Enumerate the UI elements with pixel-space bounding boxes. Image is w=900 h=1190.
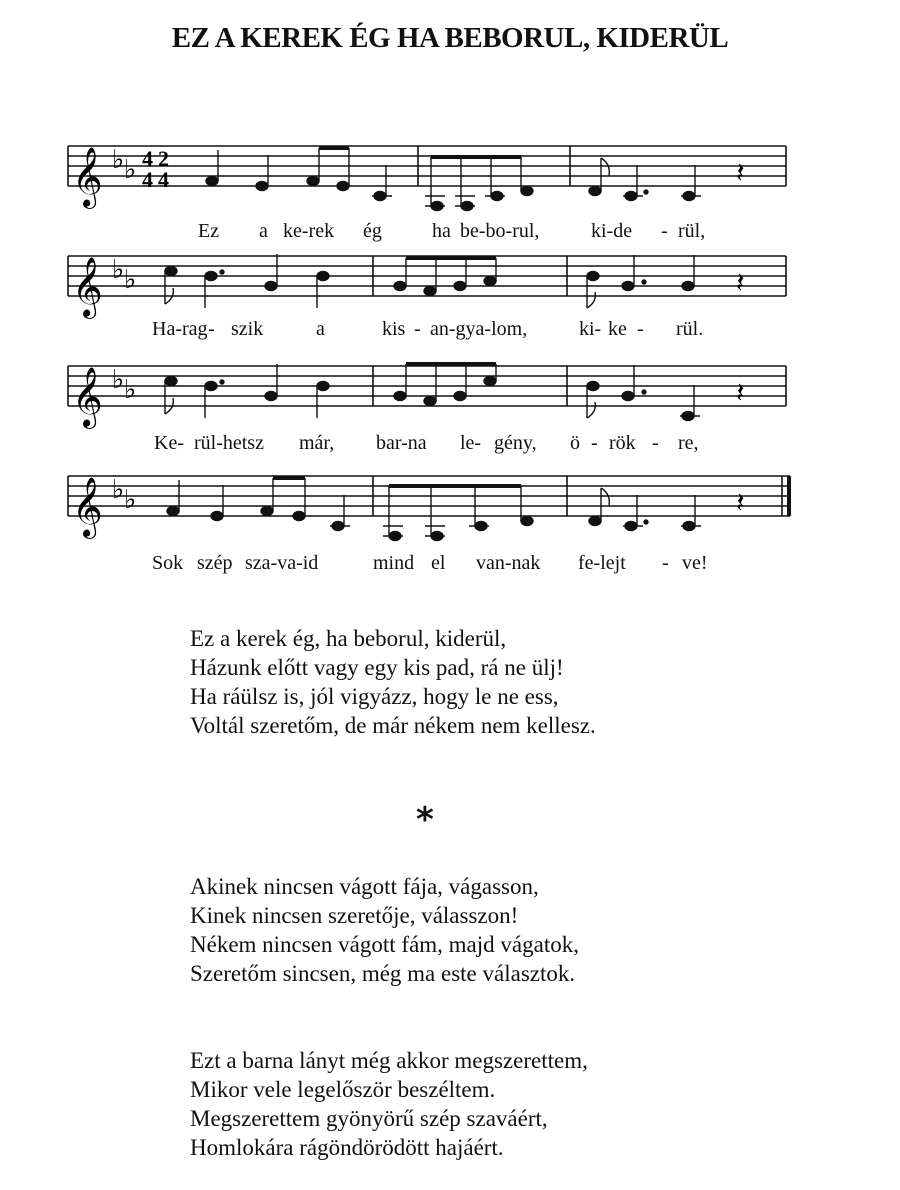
lyric-syllable: Sok	[152, 552, 184, 574]
lyric-syllable: ke	[608, 318, 627, 340]
staff-system-3	[68, 364, 786, 429]
svg-text:2: 2	[158, 146, 169, 171]
verse-line: Megszerettem gyönyörű szép szaváért,	[190, 1106, 548, 1131]
lyric-syllable: sza-va-id	[245, 552, 319, 574]
verse-2	[190, 872, 579, 988]
lyric-syllable: ki-de	[591, 220, 633, 242]
lyric-syllable: ki-	[579, 318, 602, 340]
svg-text:4: 4	[142, 146, 153, 171]
verse-line: Akinek nincsen vágott fája, vágasson,	[190, 874, 539, 899]
verse-line: Kinek nincsen szeretője, válasszon!	[190, 903, 519, 928]
lyric-syllable: rül-hetsz	[194, 432, 264, 454]
verse-line: Nékem nincsen vágott fám, majd vágatok,	[190, 932, 579, 957]
lyric-syllable: fe-lejt	[578, 552, 626, 574]
lyric-syllable: -	[414, 318, 421, 340]
lyric-syllable: -	[661, 220, 668, 242]
svg-text:4: 4	[158, 167, 169, 192]
lyric-syllable: Ez	[198, 220, 220, 242]
lyric-syllable: el	[431, 552, 446, 574]
svg-text:4: 4	[142, 167, 153, 192]
lyric-syllable: már,	[299, 432, 335, 454]
lyric-syllable: -	[637, 318, 644, 340]
lyric-syllable: -	[591, 432, 598, 454]
flat-icon: ♭	[124, 155, 137, 185]
lyric-syllable: ég	[363, 220, 382, 242]
staff-system-4	[68, 475, 791, 541]
flat-icon: ♭	[112, 255, 125, 285]
flat-icon: ♭	[112, 475, 125, 505]
verse-3	[190, 1046, 588, 1162]
lyric-syllable: Ke-	[154, 432, 184, 454]
lyric-syllable: be-bo-rul,	[460, 220, 540, 242]
lyric-syllable: ve!	[682, 552, 708, 574]
treble-clef-icon: 𝄞	[72, 367, 103, 427]
rest-icon: 𝄽	[736, 156, 745, 189]
lyric-syllable: szik	[231, 318, 264, 340]
lyric-syllable: van-nak	[476, 552, 541, 574]
lyric-syllable: gény,	[494, 432, 537, 454]
verse-line: Ezt a barna lányt még akkor megszerettem,	[190, 1048, 588, 1073]
flat-icon: ♭	[112, 145, 125, 175]
lyric-syllable: rül.	[676, 318, 704, 340]
lyric-syllable: -	[208, 318, 215, 340]
rest-icon: 𝄽	[736, 376, 745, 409]
lyric-syllable: ke-rek	[283, 220, 335, 242]
lyric-syllable: an-gya-lom,	[430, 318, 528, 340]
lyric-syllable: szép	[197, 552, 233, 574]
lyric-syllable: -	[662, 552, 669, 574]
verse-line: Szeretőm sincsen, még ma este választok.	[190, 961, 576, 986]
verse-line: Voltál szeretőm, de már nékem nem kellesz.	[190, 713, 596, 738]
lyric-syllable: bar-na	[376, 432, 427, 454]
treble-clef-icon: 𝄞	[72, 147, 103, 207]
rest-icon: 𝄽	[736, 266, 745, 299]
lyric-syllable: a	[316, 318, 325, 340]
verse-line: Házunk előtt vagy egy kis pad, rá ne ülj!	[190, 655, 564, 680]
flat-icon: ♭	[124, 375, 137, 405]
treble-clef-icon: 𝄞	[72, 477, 103, 537]
lyric-syllable: kis	[382, 318, 406, 340]
separator-asterisk: *	[416, 800, 434, 840]
verse-line: Ez a kerek ég, ha beborul, kiderül,	[190, 626, 507, 651]
staff-system-1	[68, 145, 786, 211]
verse-line: Homlokára rágöndörödött hajáért.	[190, 1135, 504, 1160]
lyric-syllable: re,	[678, 432, 699, 454]
verse-line: Mikor vele legelőször beszéltem.	[190, 1077, 496, 1102]
lyric-syllable: le-	[460, 432, 482, 454]
final-barline	[787, 476, 791, 516]
flat-icon: ♭	[112, 365, 125, 395]
flat-icon: ♭	[124, 265, 137, 295]
lyric-syllable: ha	[432, 220, 451, 242]
rest-icon: 𝄽	[736, 486, 745, 519]
flat-icon: ♭	[124, 485, 137, 515]
verse-line: Ha ráülsz is, jól vigyázz, hogy le ne ess,	[190, 684, 559, 709]
verse-1	[190, 624, 596, 740]
staff-system-2	[68, 254, 786, 319]
lyric-syllable: rül,	[678, 220, 706, 242]
lyric-syllable: mind	[373, 552, 415, 574]
time-signature	[142, 146, 169, 192]
lyric-syllable: ö	[570, 432, 580, 454]
treble-clef-icon: 𝄞	[72, 257, 103, 317]
lyric-syllable: -	[652, 432, 659, 454]
lyric-syllable: a	[259, 220, 268, 242]
lyric-syllable: Ha-rag	[152, 318, 208, 340]
lyric-syllable: rök	[609, 432, 636, 454]
song-title: EZ A KEREK ÉG HA BEBORUL, KIDERÜL	[171, 22, 729, 54]
